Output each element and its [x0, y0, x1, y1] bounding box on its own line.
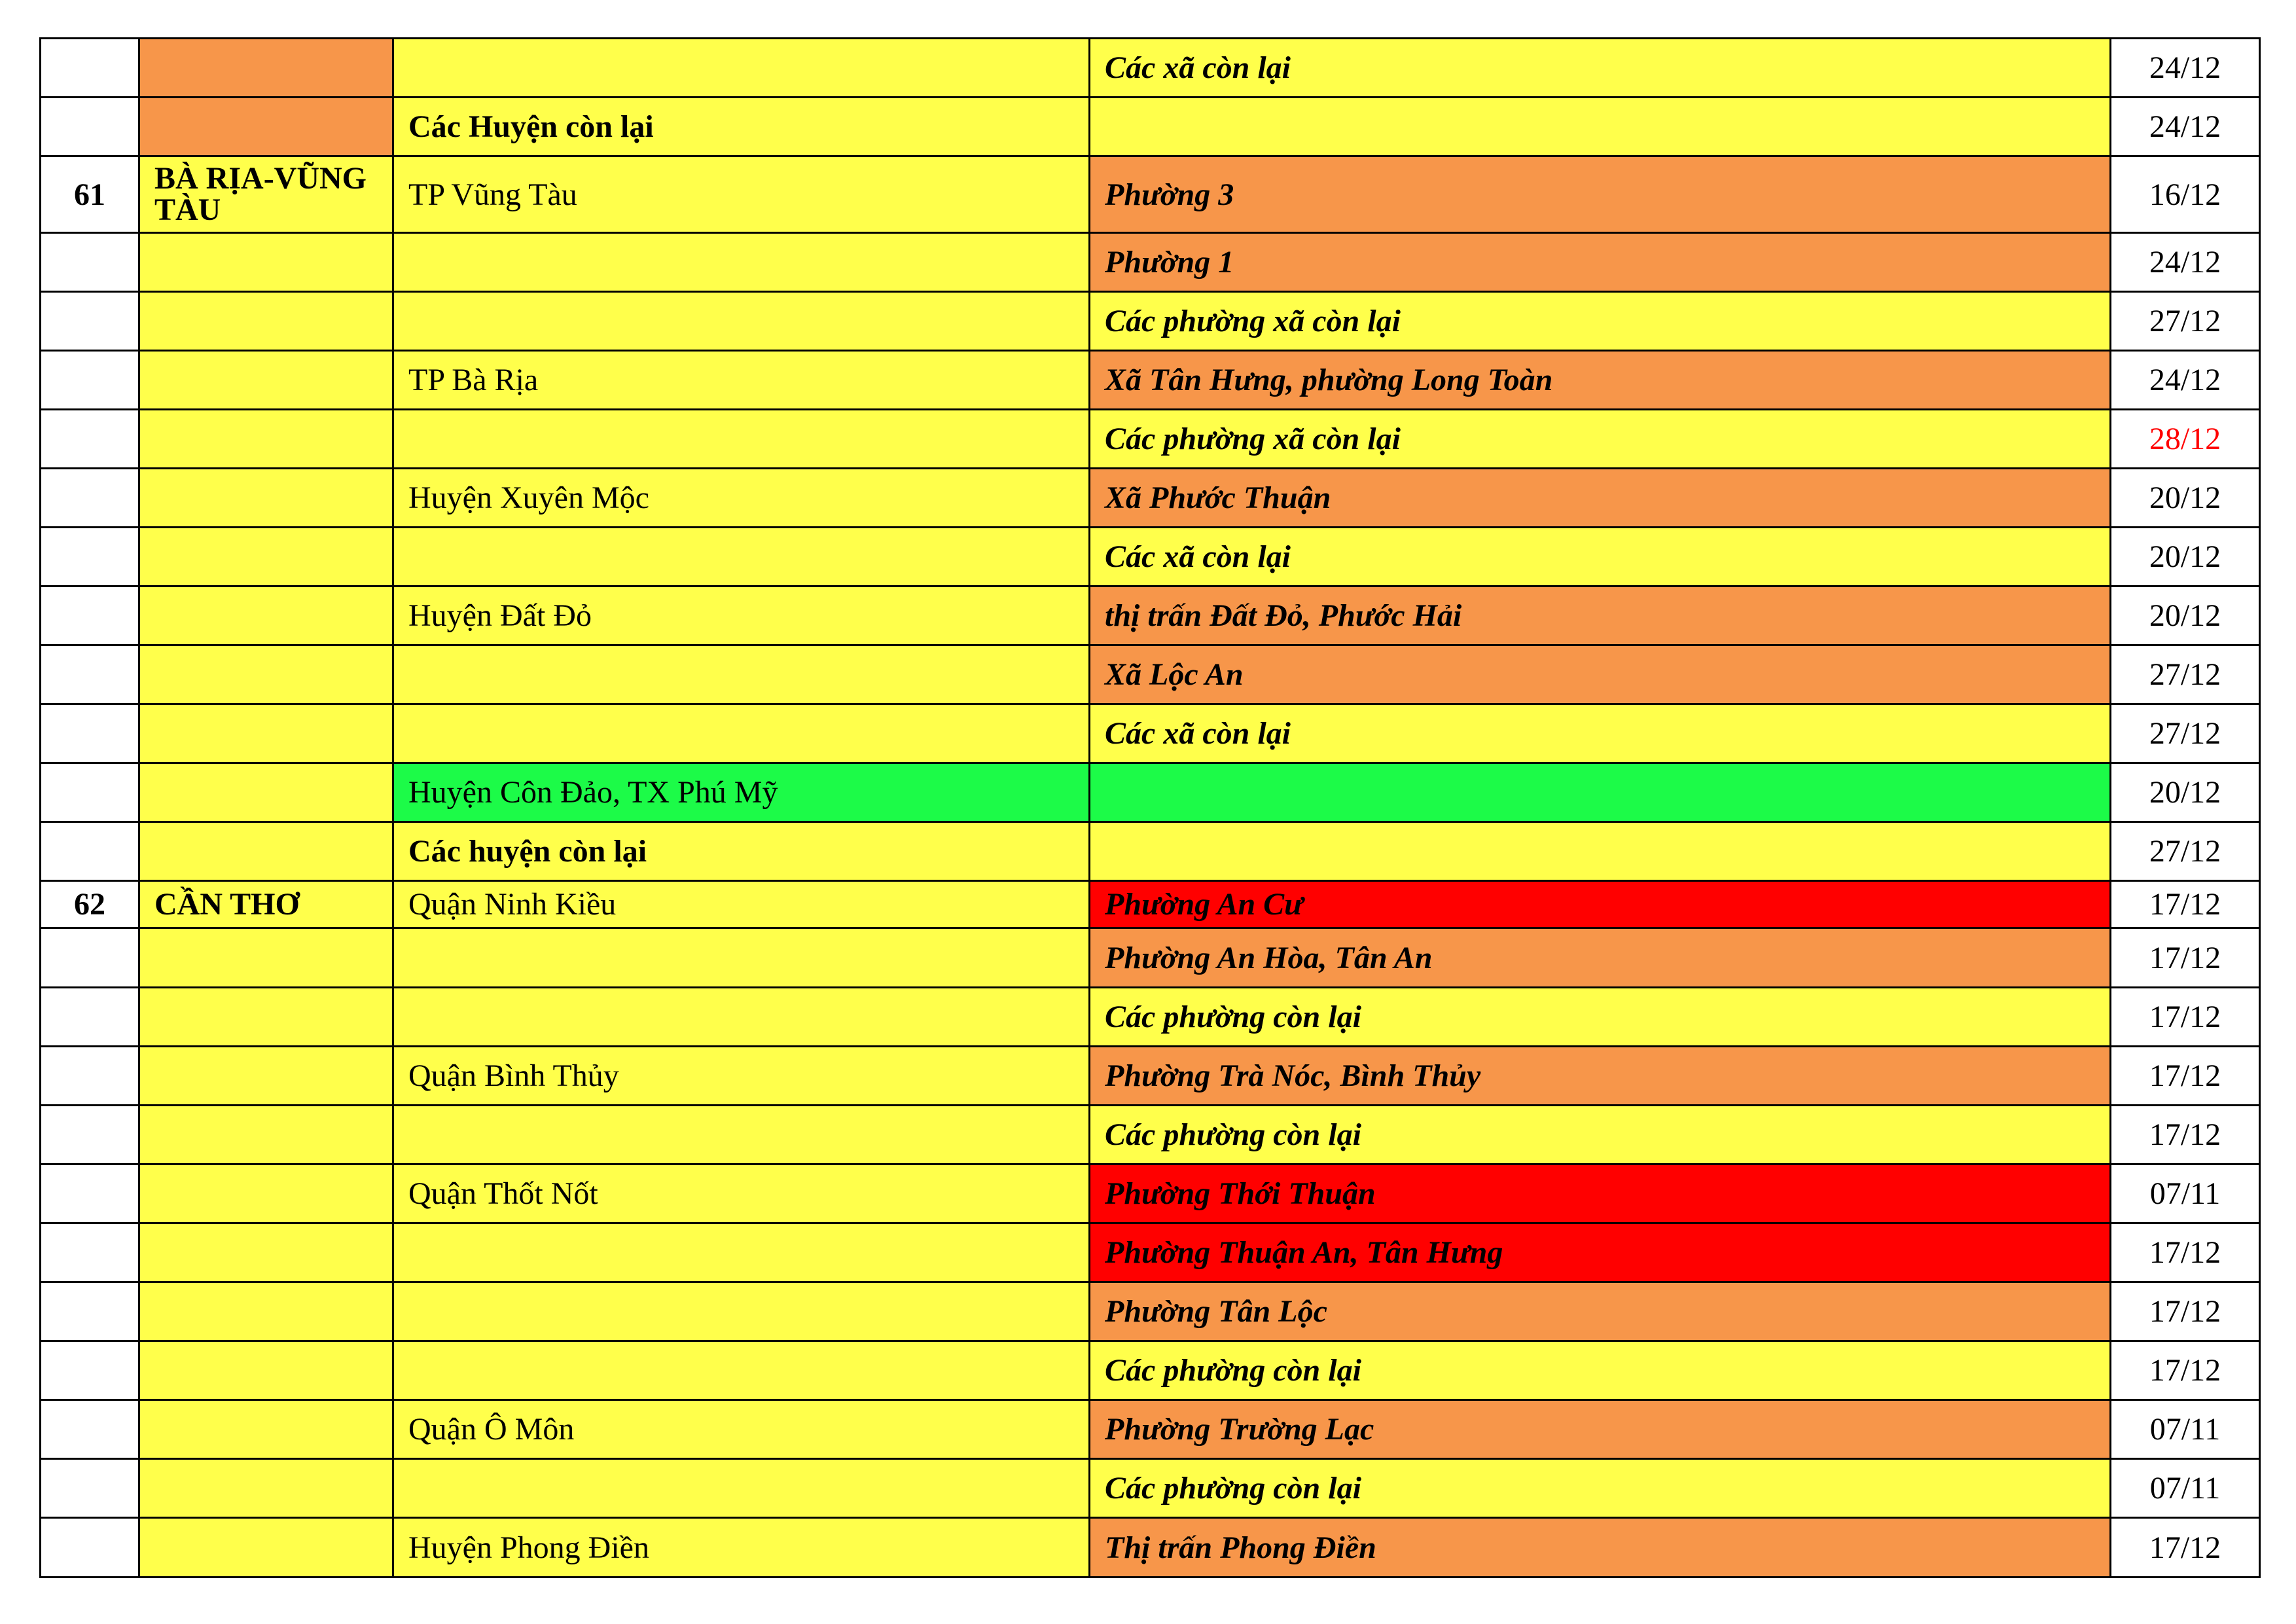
ward-cell: Phường An Cư [1090, 881, 2111, 928]
stt-cell [41, 1047, 139, 1106]
district-cell [393, 645, 1090, 704]
district-cell [393, 1282, 1090, 1341]
stt-cell: 62 [41, 881, 139, 928]
district-cell: Quận Ninh Kiều [393, 881, 1090, 928]
ward-cell: Thị trấn Phong Điền [1090, 1518, 2111, 1578]
district-cell: TP Bà Rịa [393, 351, 1090, 410]
district-cell: Quận Thốt Nốt [393, 1164, 1090, 1223]
province-cell [139, 39, 393, 98]
date-cell: 27/12 [2111, 292, 2260, 351]
stt-cell [41, 469, 139, 528]
district-cell [393, 1341, 1090, 1400]
table-row [41, 1518, 2260, 1578]
ward-cell [1090, 763, 2111, 822]
ward-cell: Phường Trà Nóc, Bình Thủy [1090, 1047, 2111, 1106]
table-row [41, 988, 2260, 1047]
stt-cell [41, 704, 139, 763]
ward-cell: Phường Trường Lạc [1090, 1400, 2111, 1459]
table-row [41, 1341, 2260, 1400]
province-cell [139, 822, 393, 881]
province-cell [139, 1282, 393, 1341]
district-cell [393, 410, 1090, 469]
district-cell: Huyện Đất Đỏ [393, 586, 1090, 645]
table-row [41, 881, 2260, 928]
date-cell: 17/12 [2111, 988, 2260, 1047]
province-cell [139, 98, 393, 156]
ward-cell: Phường 3 [1090, 156, 2111, 233]
stt-cell [41, 98, 139, 156]
table-row [41, 410, 2260, 469]
stt-cell [41, 1164, 139, 1223]
date-cell: 17/12 [2111, 1223, 2260, 1282]
table-row [41, 1459, 2260, 1518]
table-row [41, 1106, 2260, 1164]
stt-cell [41, 988, 139, 1047]
ward-cell: Phường Tân Lộc [1090, 1282, 2111, 1341]
ward-cell: Xã Phước Thuận [1090, 469, 2111, 528]
date-cell: 20/12 [2111, 586, 2260, 645]
table-row [41, 704, 2260, 763]
district-cell [393, 1459, 1090, 1518]
date-cell: 20/12 [2111, 528, 2260, 586]
stt-cell [41, 645, 139, 704]
stt-cell [41, 1518, 139, 1578]
table-row [41, 1047, 2260, 1106]
ward-cell: Các phường xã còn lại [1090, 410, 2111, 469]
date-cell: 28/12 [2111, 410, 2260, 469]
ward-cell: Phường Thới Thuận [1090, 1164, 2111, 1223]
province-cell [139, 1106, 393, 1164]
stt-cell [41, 928, 139, 988]
date-cell: 17/12 [2111, 1282, 2260, 1341]
date-cell: 24/12 [2111, 98, 2260, 156]
stt-cell [41, 1400, 139, 1459]
table-row [41, 39, 2260, 98]
date-cell: 17/12 [2111, 1341, 2260, 1400]
province-cell [139, 469, 393, 528]
province-cell [139, 1518, 393, 1578]
district-cell: Các huyện còn lại [393, 822, 1090, 881]
province-cell [139, 1341, 393, 1400]
stt-cell [41, 233, 139, 292]
province-cell: BÀ RỊA-VŨNG TÀU [139, 156, 393, 233]
district-cell: Huyện Phong Điền [393, 1518, 1090, 1578]
stt-cell [41, 763, 139, 822]
province-cell [139, 586, 393, 645]
zone-schedule-table [39, 37, 2261, 1578]
ward-cell: Các phường còn lại [1090, 988, 2111, 1047]
table-row [41, 586, 2260, 645]
table-row [41, 1400, 2260, 1459]
table-row [41, 156, 2260, 233]
province-cell [139, 928, 393, 988]
province-cell [139, 351, 393, 410]
province-cell [139, 1047, 393, 1106]
province-cell: CẦN THƠ [139, 881, 393, 928]
table-row [41, 645, 2260, 704]
district-cell [393, 1106, 1090, 1164]
province-cell [139, 292, 393, 351]
table-row [41, 233, 2260, 292]
date-cell: 20/12 [2111, 469, 2260, 528]
province-cell [139, 645, 393, 704]
date-cell: 07/11 [2111, 1459, 2260, 1518]
district-cell: Quận Bình Thủy [393, 1047, 1090, 1106]
district-cell: Quận Ô Môn [393, 1400, 1090, 1459]
stt-cell: 61 [41, 156, 139, 233]
province-cell [139, 1223, 393, 1282]
date-cell: 17/12 [2111, 928, 2260, 988]
ward-cell: Các phường còn lại [1090, 1341, 2111, 1400]
date-cell: 24/12 [2111, 351, 2260, 410]
table-row [41, 292, 2260, 351]
province-cell [139, 1459, 393, 1518]
date-cell: 27/12 [2111, 704, 2260, 763]
stt-cell [41, 528, 139, 586]
date-cell: 16/12 [2111, 156, 2260, 233]
district-cell: Các Huyện còn lại [393, 98, 1090, 156]
date-cell: 24/12 [2111, 39, 2260, 98]
stt-cell [41, 1341, 139, 1400]
date-cell: 17/12 [2111, 1518, 2260, 1578]
ward-cell [1090, 822, 2111, 881]
province-cell [139, 528, 393, 586]
province-cell [139, 233, 393, 292]
stt-cell [41, 39, 139, 98]
stt-cell [41, 1106, 139, 1164]
date-cell: 27/12 [2111, 645, 2260, 704]
ward-cell: Phường Thuận An, Tân Hưng [1090, 1223, 2111, 1282]
table-row [41, 351, 2260, 410]
district-cell [393, 704, 1090, 763]
district-cell [393, 928, 1090, 988]
table-row [41, 1164, 2260, 1223]
date-cell: 07/11 [2111, 1400, 2260, 1459]
date-cell: 24/12 [2111, 233, 2260, 292]
stt-cell [41, 351, 139, 410]
ward-cell: Các xã còn lại [1090, 528, 2111, 586]
ward-cell: Phường 1 [1090, 233, 2111, 292]
district-cell [393, 233, 1090, 292]
table-body [41, 39, 2260, 1578]
table-row [41, 928, 2260, 988]
date-cell: 07/11 [2111, 1164, 2260, 1223]
province-cell [139, 988, 393, 1047]
stt-cell [41, 410, 139, 469]
table-row [41, 763, 2260, 822]
province-cell [139, 410, 393, 469]
stt-cell [41, 1223, 139, 1282]
date-cell: 17/12 [2111, 1047, 2260, 1106]
district-cell [393, 1223, 1090, 1282]
district-cell: TP Vũng Tàu [393, 156, 1090, 233]
table-row [41, 469, 2260, 528]
date-cell: 20/12 [2111, 763, 2260, 822]
ward-cell: Phường An Hòa, Tân An [1090, 928, 2111, 988]
ward-cell: Các xã còn lại [1090, 704, 2111, 763]
district-cell [393, 528, 1090, 586]
stt-cell [41, 586, 139, 645]
ward-cell: Các phường xã còn lại [1090, 292, 2111, 351]
ward-cell: Các phường còn lại [1090, 1459, 2111, 1518]
stt-cell [41, 1459, 139, 1518]
table-row [41, 1282, 2260, 1341]
table-row [41, 98, 2260, 156]
ward-cell: thị trấn Đất Đỏ, Phước Hải [1090, 586, 2111, 645]
district-cell [393, 39, 1090, 98]
stt-cell [41, 1282, 139, 1341]
province-cell [139, 763, 393, 822]
table-row [41, 528, 2260, 586]
ward-cell: Xã Tân Hưng, phường Long Toàn [1090, 351, 2111, 410]
province-cell [139, 1400, 393, 1459]
ward-cell: Các phường còn lại [1090, 1106, 2111, 1164]
table-row [41, 822, 2260, 881]
district-cell [393, 988, 1090, 1047]
ward-cell [1090, 98, 2111, 156]
district-cell: Huyện Côn Đảo, TX Phú Mỹ [393, 763, 1090, 822]
stt-cell [41, 822, 139, 881]
province-cell [139, 1164, 393, 1223]
province-cell [139, 704, 393, 763]
stt-cell [41, 292, 139, 351]
district-cell: Huyện Xuyên Mộc [393, 469, 1090, 528]
table-row [41, 1223, 2260, 1282]
ward-cell: Xã Lộc An [1090, 645, 2111, 704]
date-cell: 17/12 [2111, 1106, 2260, 1164]
date-cell: 27/12 [2111, 822, 2260, 881]
ward-cell: Các xã còn lại [1090, 39, 2111, 98]
district-cell [393, 292, 1090, 351]
date-cell: 17/12 [2111, 881, 2260, 928]
